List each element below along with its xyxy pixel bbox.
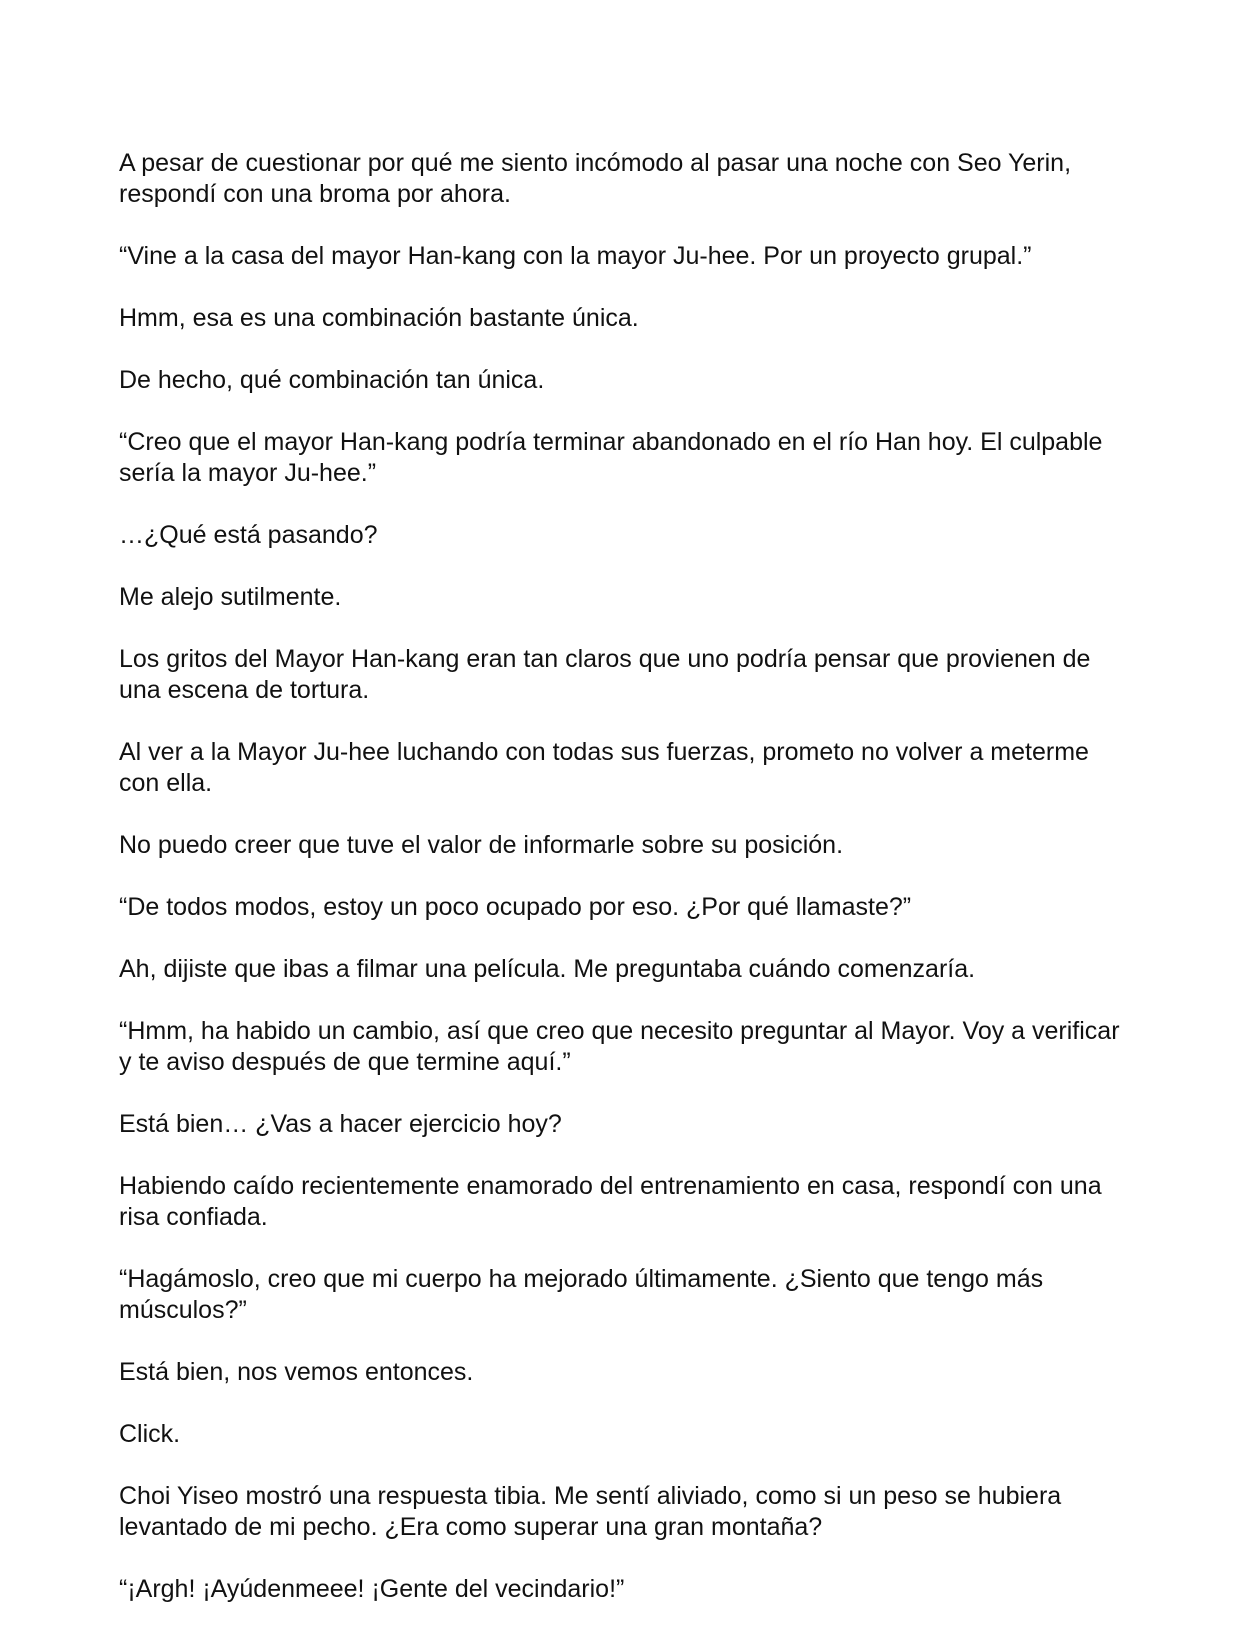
paragraph: Está bien… ¿Vas a hacer ejercicio hoy? <box>119 1110 562 1138</box>
paragraph: Ah, dijiste que ibas a filmar una película. Me preguntaba cuándo comenzaría. <box>119 955 976 983</box>
paragraph: …¿Qué está pasando? <box>119 521 378 549</box>
paragraph: Está bien, nos vemos entonces. <box>119 1358 474 1386</box>
paragraph: De hecho, qué combinación tan única. <box>119 366 545 394</box>
paragraph: Choi Yiseo mostró una respuesta tibia. Me sentí aliviado, como si un peso se hubiera levantado de mi pecho. ¿Era como superar una gran montaña? <box>119 1482 1062 1541</box>
paragraph: Habiendo caído recientemente enamorado del entrenamiento en casa, respondí con una risa confiada. <box>119 1172 1102 1231</box>
paragraph: Click. <box>119 1420 181 1448</box>
paragraph: “Hagámoslo, creo que mi cuerpo ha mejorado últimamente. ¿Siento que tengo más músculos?” <box>119 1265 1044 1324</box>
document-body <box>119 148 1129 1636</box>
paragraph: “Hmm, ha habido un cambio, así que creo que necesito preguntar al Mayor. Voy a verificar y te aviso después de que termine aquí.” <box>119 1017 1120 1076</box>
paragraph: “¡Argh! ¡Ayúdenmeee! ¡Gente del vecindario!” <box>119 1575 625 1603</box>
paragraph: No puedo creer que tuve el valor de informarle sobre su posición. <box>119 831 844 859</box>
paragraph: Los gritos del Mayor Han-kang eran tan claros que uno podría pensar que provienen de una escena de tortura. <box>119 645 1091 704</box>
paragraph: Al ver a la Mayor Ju-hee luchando con todas sus fuerzas, prometo no volver a meterme con ella. <box>119 738 1089 797</box>
paragraph: A pesar de cuestionar por qué me siento incómodo al pasar una noche con Seo Yerin, respondí con una broma por ahora. <box>119 149 1072 208</box>
paragraph: “Creo que el mayor Han-kang podría terminar abandonado en el río Han hoy. El culpable sería la mayor Ju-hee.” <box>119 428 1103 487</box>
paragraph: Me alejo sutilmente. <box>119 583 342 611</box>
paragraph: “De todos modos, estoy un poco ocupado por eso. ¿Por qué llamaste?” <box>119 893 912 921</box>
paragraph: Hmm, esa es una combinación bastante única. <box>119 304 639 332</box>
paragraph: “Vine a la casa del mayor Han-kang con la mayor Ju-hee. Por un proyecto grupal.” <box>119 242 1032 270</box>
